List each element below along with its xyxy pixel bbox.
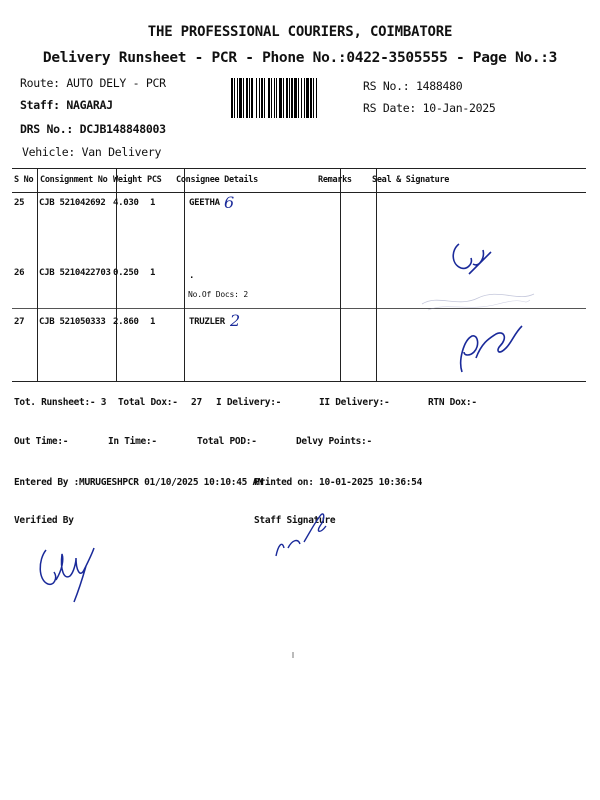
vehicle-line (22, 145, 161, 159)
row-27-sno: 27 (14, 317, 25, 327)
barcode-bar (256, 78, 257, 118)
barcode-bar (306, 78, 309, 118)
row-26-docs-note: No.Of Docs: 2 (188, 290, 249, 299)
barcode-bar (234, 78, 235, 118)
row-26-consignment: CJB 5210422703 (39, 268, 111, 278)
barcode-bar (259, 78, 260, 118)
delvy-points: Delvy Points:- (296, 436, 372, 447)
ii-delivery: II Delivery:- (319, 397, 390, 408)
total-runsheet-label: Tot. Runsheet:- (14, 397, 96, 408)
barcode-bar (243, 78, 244, 118)
barcode-bar (283, 78, 284, 118)
barcode-bar (268, 78, 270, 118)
barcode-bar (310, 78, 312, 118)
barcode-bar (271, 78, 272, 118)
rs-no-label: RS No.: (363, 79, 410, 93)
row-26-consignee: . (189, 271, 195, 281)
total-runsheet-value: 3 (100, 397, 107, 408)
col-header-sno: S No (14, 175, 34, 185)
barcode-bar (279, 78, 282, 118)
route-label: Route: (20, 76, 60, 90)
barcode-bar (274, 78, 275, 118)
barcode-bar (313, 78, 314, 118)
route-line (20, 76, 166, 90)
row-27-consignee: TRUZLER (189, 317, 225, 327)
barcode-bar (316, 78, 317, 118)
col-header-remarks: Remarks (318, 175, 352, 185)
total-dox-label: Total Dox:- (118, 397, 178, 408)
row-25-consignment: CJB 521042692 (39, 198, 106, 208)
col-divider-1 (37, 169, 38, 381)
staff-line (20, 98, 113, 112)
barcode-bar (298, 78, 299, 118)
row-26-sno: 26 (14, 268, 25, 278)
route-value: AUTO DELY - PCR (66, 76, 166, 90)
row-25-consignee: GEETHA (189, 198, 220, 208)
staff-signature-label: Staff Signature (254, 515, 336, 526)
col-header-seal: Seal & Signature (372, 175, 450, 185)
table-top-rule (12, 168, 586, 169)
barcode-bar (239, 78, 242, 118)
row-27-pcs: 1 (150, 317, 156, 327)
barcode-bar (231, 78, 233, 118)
verified-by-signature (34, 536, 104, 606)
row-25-handwritten-mark: 6 (224, 193, 235, 212)
i-delivery: I Delivery:- (216, 397, 282, 408)
company-title: THE PROFESSIONAL COURIERS, COIMBATORE (147, 24, 453, 40)
col-header-consignment: Consignment No (40, 175, 108, 185)
row-25-sno: 25 (14, 198, 25, 208)
row-27-weight: 2.860 (113, 317, 139, 327)
total-runsheet (14, 397, 106, 408)
total-dox-value: 27 (191, 397, 202, 408)
drs-value: DCJB148848003 (79, 122, 166, 136)
barcode-bar (249, 78, 250, 118)
printed-on: Printed on: 10-01-2025 10:36:54 (254, 477, 423, 488)
barcode-bar (286, 78, 288, 118)
col-divider-4 (340, 169, 341, 381)
barcode-bar (291, 78, 293, 118)
runsheet-subtitle: Delivery Runsheet - PCR - Phone No.:0422-3505555 - Page No.:3 (42, 50, 558, 66)
barcode-bar (294, 78, 297, 118)
row-26-weight: 0.250 (113, 268, 139, 278)
rtn-dox: RTN Dox:- (428, 397, 477, 408)
col-divider-5 (376, 169, 377, 381)
vehicle-label: Vehicle: (22, 145, 75, 159)
verified-by-label: Verified By (14, 515, 74, 526)
scan-speck (292, 652, 294, 658)
barcode-bar (264, 78, 265, 118)
rs-no-value: 1488480 (416, 79, 463, 93)
drs-label: DRS No.: (20, 122, 73, 136)
rs-no-line (363, 79, 462, 93)
col-header-consignee: Consignee Details (176, 175, 258, 185)
row-27-consignment: CJB 521050333 (39, 317, 106, 327)
barcode-bar (301, 78, 302, 118)
total-pod: Total POD:- (197, 436, 257, 447)
rs-date-line (363, 101, 496, 115)
rs-date-label: RS Date: (363, 101, 416, 115)
barcode-bar (246, 78, 248, 118)
staff-signature-mark (270, 504, 340, 564)
row-27-handwritten-mark: 2 (230, 311, 241, 330)
staff-value: NAGARAJ (66, 98, 113, 112)
seal-stamp-faint (418, 284, 538, 314)
drs-line (20, 122, 166, 136)
barcode-bar (304, 78, 305, 118)
staff-label: Staff: (20, 98, 60, 112)
col-divider-3 (184, 169, 185, 381)
barcode-bar (289, 78, 290, 118)
row-25-pcs: 1 (150, 198, 156, 208)
col-header-weight: Weight (113, 175, 142, 185)
row-25-weight: 4.030 (113, 198, 139, 208)
barcode-bar (237, 78, 238, 118)
seal-signature-row-25 (445, 230, 525, 290)
in-time: In Time:- (108, 436, 157, 447)
barcode-bar (251, 78, 253, 118)
barcode-bar (261, 78, 263, 118)
vehicle-value: Van Delivery (81, 145, 162, 159)
total-dox (118, 397, 202, 408)
table-header-rule (12, 192, 586, 193)
seal-signature-row-27 (452, 312, 532, 382)
barcode-bar (276, 78, 277, 118)
rs-date-value: 10-Jan-2025 (422, 101, 496, 115)
out-time: Out Time:- (14, 436, 69, 447)
entered-by: Entered By :MURUGESHPCR 01/10/2025 10:10:45 AM (14, 477, 264, 488)
col-header-pcs: PCS (147, 175, 162, 185)
row-26-pcs: 1 (150, 268, 156, 278)
barcode (231, 78, 353, 118)
